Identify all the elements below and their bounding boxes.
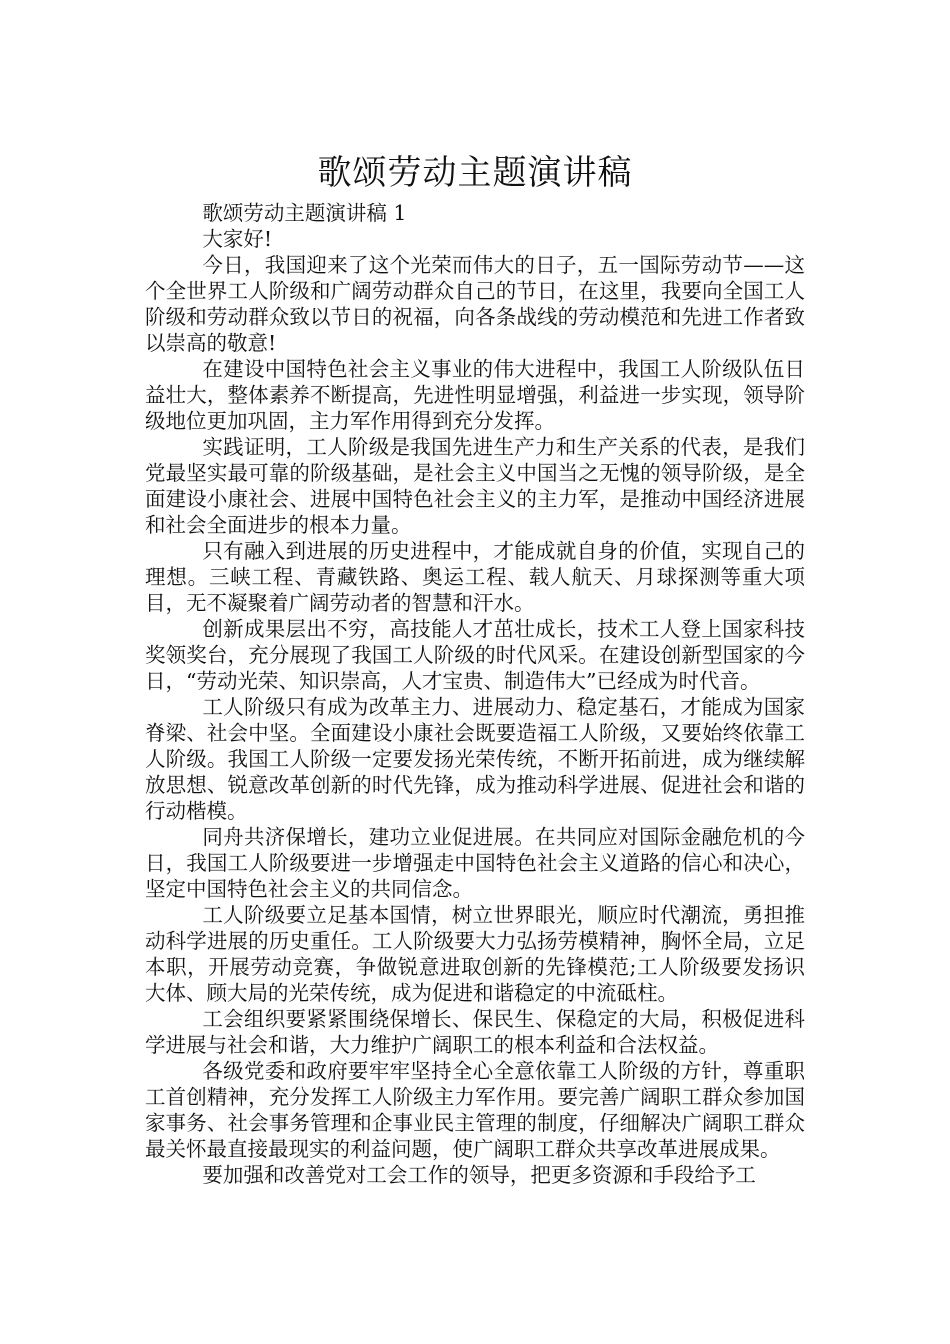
paragraph: 同舟共济保增长，建功立业促进展。在共同应对国际金融危机的今日，我国工人阶级要进一步增强走中国特色社会主义道路的信心和决心，坚定中国特色社会主义的共同信念。 [145,825,805,901]
paragraph: 各级党委和政府要牢牢坚持全心全意依靠工人阶级的方针，尊重职工首创精神，充分发挥工人阶级主力军作用。要完善广阔职工群众参加国家事务、社会事务管理和企事业民主管理的制度，仔细解决广阔职工群众最关怀最直接最现实的利益问题，使广阔职工群众共享改革进展成果。 [145,1059,805,1161]
paragraph: 实践证明，工人阶级是我国先进生产力和生产关系的代表，是我们党最坚实最可靠的阶级基础，是社会主义中国当之无愧的领导阶级，是全面建设小康社会、进展中国特色社会主义的主力军，是推动中国经济进展和社会全面进步的根本力量。 [145,435,805,537]
document-body [145,200,805,1188]
greeting: 大家好! [202,227,273,251]
paragraph: 工人阶级只有成为改革主力、进展动力、稳定基石，才能成为国家脊梁、社会中坚。全面建设小康社会既要造福工人阶级，又要始终依靠工人阶级。我国工人阶级一定要发扬光荣传统，不断开拓前进，成为继续解放思想、锐意改革创新的时代先锋，成为推动科学进展、促进社会和谐的行动楷模。 [145,695,805,823]
document-title: 歌颂劳动主题演讲稿 [317,152,633,193]
paragraph: 创新成果层出不穷，高技能人才茁壮成长，技术工人登上国家科技奖领奖台，充分展现了我国工人阶级的时代风采。在建设创新型国家的今日，“劳动光荣、知识崇高，人才宝贵、制造伟大”已经成为时代音。 [145,617,805,693]
paragraph: 只有融入到进展的历史进程中，才能成就自身的价值，实现自己的理想。三峡工程、青藏铁路、奥运工程、载人航天、月球探测等重大项目，无不凝聚着广阔劳动者的智慧和汗水。 [145,539,805,615]
section-heading: 歌颂劳动主题演讲稿 1 [202,201,407,225]
paragraph: 要加强和改善党对工会工作的领导，把更多资源和手段给予工 [202,1163,756,1187]
paragraph: 今日，我国迎来了这个光荣而伟大的日子，五一国际劳动节——这个全世界工人阶级和广阔劳动群众自己的节日，在这里，我要向全国工人阶级和劳动群众致以节日的祝福，向各条战线的劳动模范和先进工作者致以崇高的敬意! [145,253,805,355]
paragraph: 在建设中国特色社会主义事业的伟大进程中，我国工人阶级队伍日益壮大，整体素养不断提高，先进性明显增强，利益进一步实现，领导阶级地位更加巩固，主力军作用得到充分发挥。 [145,357,805,433]
paragraph: 工人阶级要立足基本国情，树立世界眼光，顺应时代潮流，勇担推动科学进展的历史重任。工人阶级要大力弘扬劳模精神，胸怀全局，立足本职，开展劳动竞赛，争做锐意进取创新的先锋模范;工人阶级要发扬识大体、顾大局的光荣传统，成为促进和谐稳定的中流砥柱。 [145,903,805,1005]
paragraph: 工会组织要紧紧围绕保增长、保民生、保稳定的大局，积极促进科学进展与社会和谐，大力维护广阔职工的根本利益和合法权益。 [145,1007,805,1057]
